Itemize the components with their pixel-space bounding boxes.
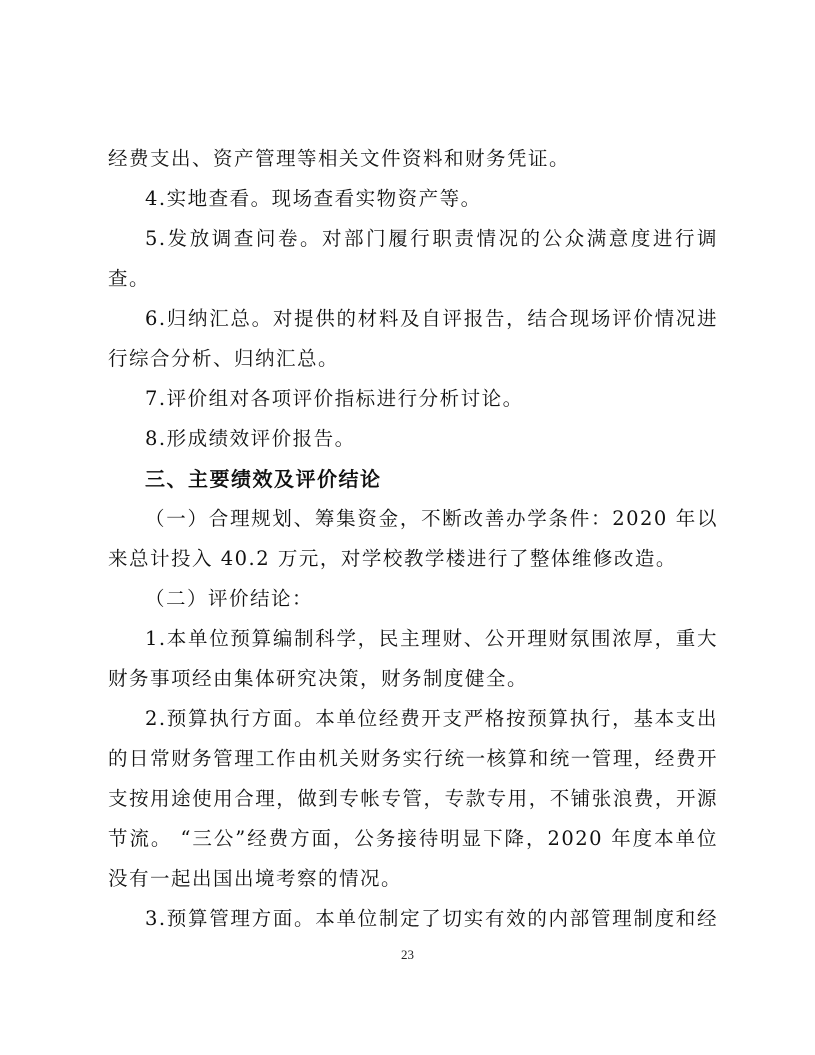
paragraph-1-cont: 来总计投入 40.2 万元，对学校教学楼进行了整体维修改造。 bbox=[108, 547, 677, 570]
conclusion-item-2-line-5: 没有一起出国出境考察的情况。 bbox=[108, 867, 403, 890]
conclusion-item-2-line-3: 支按用途使用合理，做到专帐专管，专款专用，不铺张浪费，开源 bbox=[108, 787, 718, 810]
list-item-7: 7.评价组对各项评价指标进行分析讨论。 bbox=[145, 387, 524, 410]
conclusion-item-2-line-2: 的日常财务管理工作由机关财务实行统一核算和统一管理，经费开 bbox=[108, 747, 718, 770]
conclusion-item-1-cont: 财务事项经由集体研究决策，财务制度健全。 bbox=[108, 667, 529, 690]
list-item-6: 6.归纳汇总。对提供的材料及自评报告，结合现场评价情况进 bbox=[145, 307, 718, 330]
conclusion-item-2-line-4: 节流。 “三公”经费方面，公务接待明显下降，2020 年度本单位 bbox=[108, 827, 718, 850]
conclusion-item-2: 2.预算执行方面。本单位经费开支严格按预算执行，基本支出 bbox=[145, 707, 718, 730]
list-item-5-cont: 查。 bbox=[108, 267, 151, 290]
list-item-6-cont: 行综合分析、归纳汇总。 bbox=[108, 347, 340, 370]
list-item-8: 8.形成绩效评价报告。 bbox=[145, 427, 356, 450]
list-item-4: 4.实地查看。现场查看实物资产等。 bbox=[145, 187, 482, 210]
paragraph-1: （一）合理规划、筹集资金，不断改善办学条件：2020 年以 bbox=[145, 507, 718, 530]
page-number: 23 bbox=[401, 947, 414, 962]
subheading-conclusion: （二）评价结论： bbox=[145, 587, 314, 610]
section-heading: 三、主要绩效及评价结论 bbox=[145, 467, 382, 491]
conclusion-item-1: 1.本单位预算编制科学，民主理财、公开理财氛围浓厚，重大 bbox=[145, 627, 718, 650]
text-line-1: 经费支出、资产管理等相关文件资料和财务凭证。 bbox=[108, 147, 571, 170]
conclusion-item-3: 3.预算管理方面。本单位制定了切实有效的内部管理制度和经 bbox=[145, 907, 718, 930]
list-item-5: 5.发放调查问卷。对部门履行职责情况的公众满意度进行调 bbox=[145, 227, 718, 250]
